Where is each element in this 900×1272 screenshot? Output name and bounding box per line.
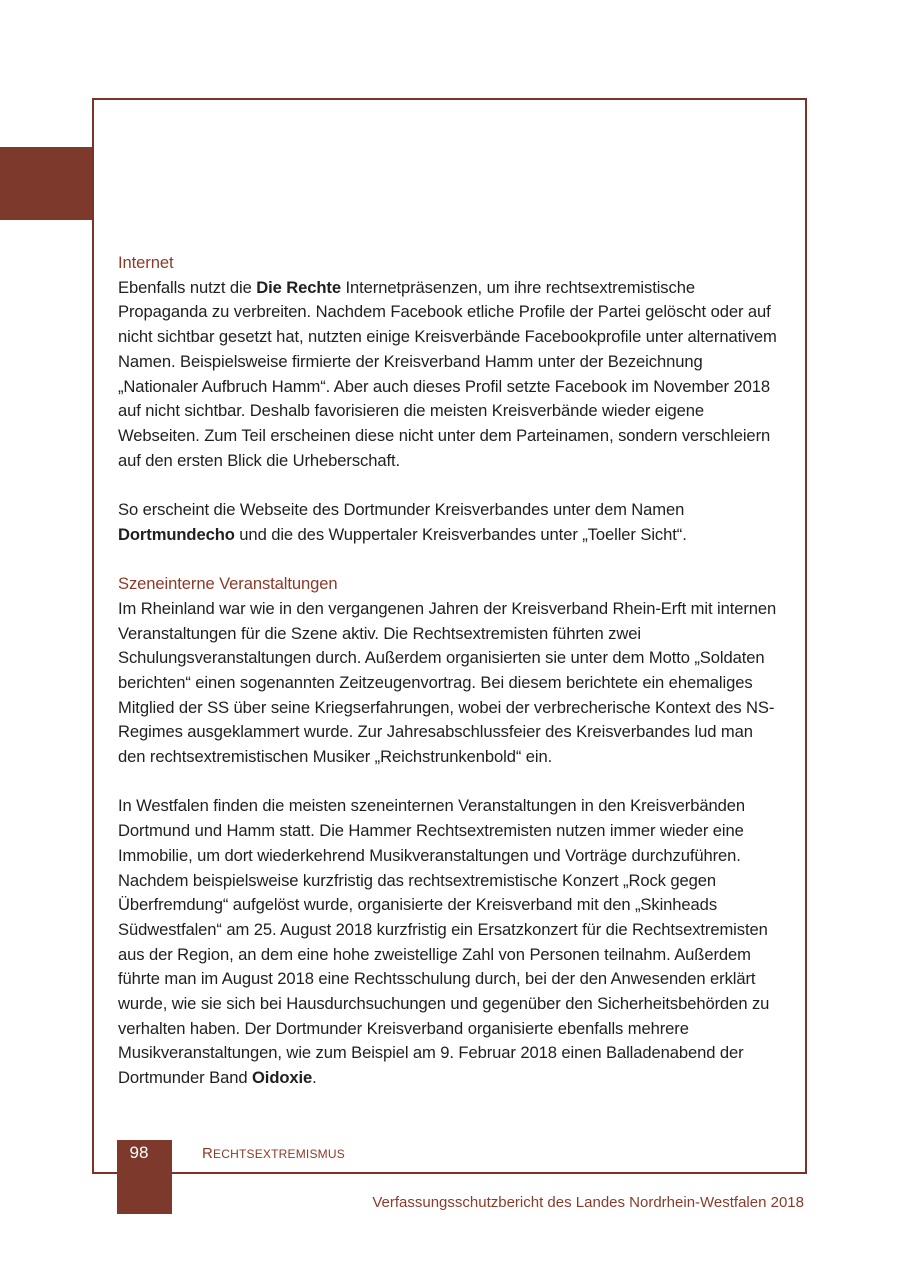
paragraph-internet-1: Ebenfalls nutzt die Die Rechte Internetpräsenzen, um ihre rechtsextremistische Propaganda zu verbreiten. Nachdem Facebook etliche Profile der Partei gelöscht oder auf nicht sichtbar gesetzt hat, nutzten einige Kreisverbände Facebookprofile unter alternativem Namen. Beispielsweise firmierte der Kreisverband Hamm unter der Bezeichnung „Nationaler Aufbruch Hamm“. Aber auch dieses Profil setzte Facebook im November 2018 auf nicht sichtbar. Deshalb favorisieren die meisten Kreisverbände wieder eigene Webseiten. Zum Teil erscheinen diese nicht unter dem Parteinamen, sondern verschleiern auf den ersten Blick die Urheberschaft. [118, 277, 777, 470]
main-content [118, 251, 784, 1091]
party-name-bold: Die Rechte [256, 277, 341, 297]
page-number: 98 [129, 1143, 149, 1162]
heading-internet: Internet [118, 253, 174, 272]
website-name-bold: Dortmundecho [118, 524, 235, 544]
chapter-tab-marker [0, 147, 94, 220]
paragraph-events-1: Im Rheinland war wie in den vergangenen Jahren der Kreisverband Rhein-Erft mit internen Veranstaltungen für die Szene aktiv. Die Rechtsextremisten führten zwei Schulungsveranstaltungen durch. Außerdem organisierten sie unter dem Motto „Soldaten berichten“ einen sogenannten Zeitzeugenvortrag. Bei diesem berichtete ein ehemaliges Mitglied der SS über seine Kriegserfahrungen, wobei der verbrecherische Kontext des NS-Regimes ausgeklammert wurde. Zur Jahresabschlussfeier des Kreisverbandes lud man den rechtsextremistischen Musiker „Reichstrunkenbold“ ein. [118, 598, 777, 767]
heading-events: Szeneinterne Veranstaltungen [118, 574, 338, 594]
band-name-bold: Oidoxie [252, 1068, 313, 1088]
paragraph-internet-2: So erscheint die Webseite des Dortmunder Kreisverbandes unter dem Namen Dortmundecho und die des Wuppertaler Kreisverbandes unter „Toeller Sicht“. [118, 500, 687, 544]
paragraph-events-2: In Westfalen finden die meisten szeneinternen Veranstaltungen in den Kreisverbänden Dortmund und Hamm statt. Die Hammer Rechtsextremisten nutzen immer wieder eine Immobilie, um dort wiederkehrend Musikveranstaltungen und Vorträge durchzuführen. Nachdem beispielsweise kurzfristig das rechtsextremistische Konzert „Rock gegen Überfremdung“ aufgelöst wurde, organisierte der Kreisverband mit den „Skinheads Südwestfalen“ am 25. August 2018 kurzfristig ein Ersatzkonzert für die Rechtsextremisten aus der Region, an dem eine hohe zweistellige Zahl von Personen teilnahm. Außerdem führte man im August 2018 eine Rechtsschulung durch, bei der den Anwesenden erklärt wurde, wie sie sich bei Hausdurchsuchungen und gegenüber den Sicherheitsbehörden zu verhalten haben. Der Dortmunder Kreisverband organisierte ebenfalls mehrere Musikveranstaltungen, wie zum Beispiel am 9. Februar 2018 einen Balladenabend der Dortmunder Band Oidoxie. [118, 796, 770, 1088]
section-title: RECHTSEXTREMISMUS [202, 1145, 345, 1162]
publication-title: Verfassungsschutzbericht des Landes Nordrhein-Westfalen 2018 [372, 1194, 804, 1211]
